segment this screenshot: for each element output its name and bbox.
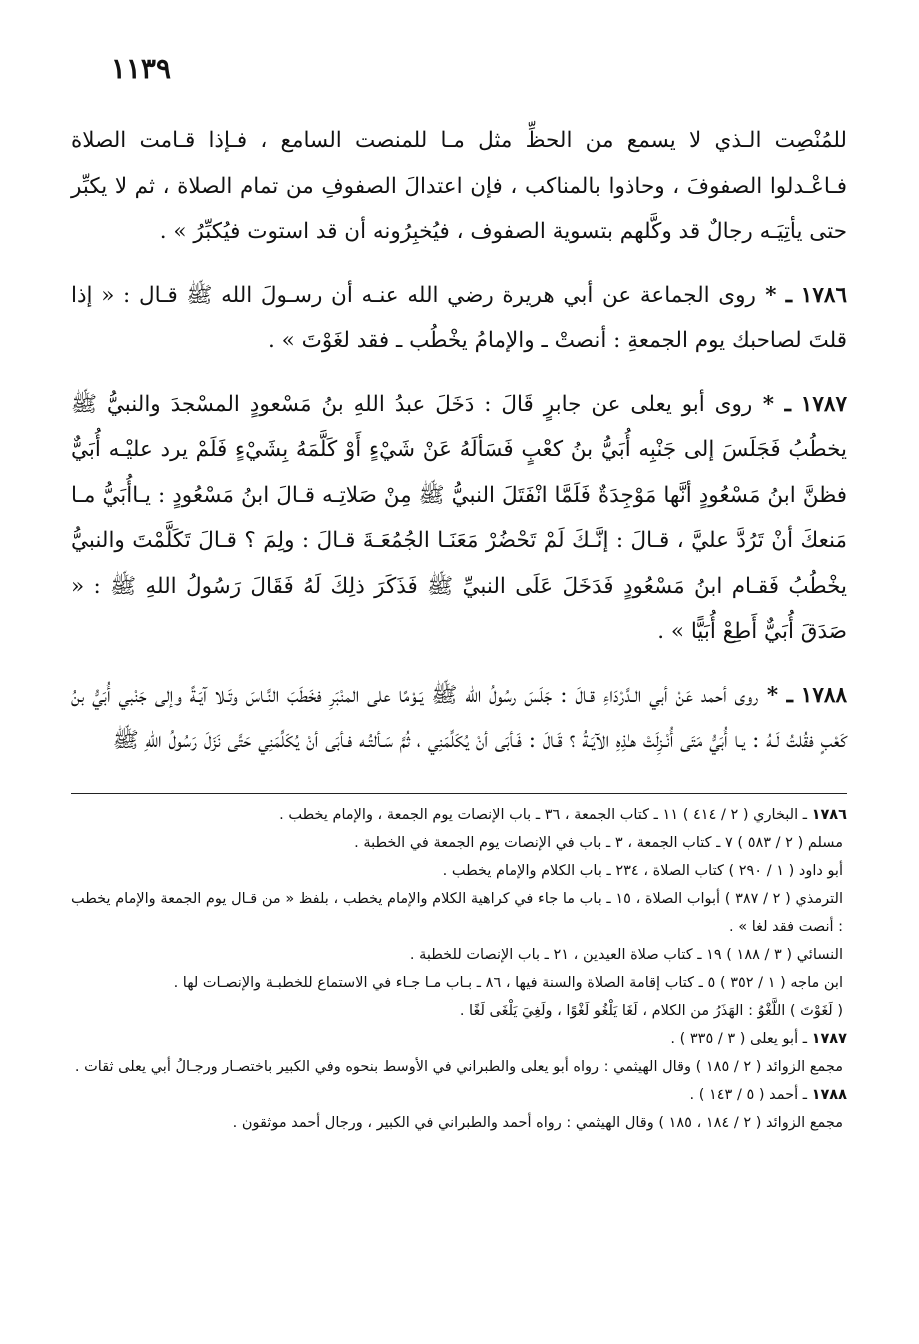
footnote-number: ١٧٨٦ <box>811 807 847 823</box>
footnote-text: ـ البخاري ( ٢ / ٤١٤ ) ١١ ـ كتاب الجمعة ، ٣٦ ـ باب الإنصات يوم الجمعة ، والإمام يخطب . <box>279 807 807 823</box>
footnote-text: ـ أحمد ( ٥ / ١٤٣ ) . <box>689 1087 807 1103</box>
footnote-number: ١٧٨٨ <box>811 1087 847 1103</box>
footnote-line: مسلم ( ٢ / ٥٨٣ ) ٧ ـ كتاب الجمعة ، ٣ ـ باب في الإنصات يوم الجمعة في الخطبة . <box>354 835 843 851</box>
footnote-line <box>71 801 847 829</box>
footnote-line: أبو داود ( ١ / ٢٩٠ ) كتاب الصلاة ، ٢٣٤ ـ باب الكلام والإمام يخطب . <box>442 863 843 879</box>
footnote-divider <box>71 793 847 794</box>
hadith-text: روى الجماعة عن أبي هريرة رضي الله عنـه أن رسـولَ الله ﷺ قـال : « إذا قلتَ لصاحبك يوم الجمعةِ : أنصتْ ـ والإمامُ يخْطُب ـ فقد لغَوْتَ » . <box>71 282 847 353</box>
hadith-text: روى أحمد عَنْ أبي الـدَّرْدَاءِ قـالَ : جَلَسَ رسُولُ الله ﷺ يَـوْمًا على المنْبَرِ فخَطَبَ النَّـاسَ وتَـلا آيَـةً وإلى جَنْبي أُبَيُّ بنُ كَعْبٍ فقُلتُ لَـهُ : يـا أُبَيُّ مَتَى أُنْـزِلَتْ هـٰذِهِ الآيَـةُ ؟ قَـالَ : فَـأبَى أنْ يُكَلِّمَنِي ، ثُمَّ سَـألتُـه فـأبَى أنْ يُكَلِّمَنِي حَتَّى نَزَلَ رَسُولُ اللهِ ﷺ <box>71 682 847 753</box>
main-text <box>71 118 847 764</box>
footnote-line: مجمع الزوائد ( ٢ / ١٨٥ ) وقال الهيثمي : رواه أبو يعلى والطبراني في الأوسط بنحوه وفي الكبير باختصـار ورجـالُ أبي يعلى ثقات . <box>74 1059 843 1075</box>
hadith-number: ١٧٨٨ <box>800 682 847 708</box>
hadith-number: ١٧٨٦ <box>800 282 847 308</box>
footnote-number: ١٧٨٧ <box>811 1031 847 1047</box>
footnote-line: ابن ماجه ( ١ / ٣٥٢ ) ٥ ـ كتاب إقامة الصلاة والسنة فيها ، ٨٦ ـ بـاب مـا جـاء في الاستماع للخطبـة والإنصـات لها . <box>173 975 843 991</box>
footnote-line: الترمذي ( ٢ / ٣٨٧ ) أبواب الصلاة ، ١٥ ـ باب ما جاء في كراهية الكلام والإمام يخطب ، بلفظ « من قـال يوم الجمعة والإمام يخطب : أنصت فقد لغا » . <box>71 891 843 935</box>
footnotes <box>71 801 847 1137</box>
footnote-line: مجمع الزوائد ( ٢ / ١٨٤ ، ١٨٥ ) وقال الهيثمي : رواه أحمد والطبراني في الكبير ، ورجال أحمد موثقون . <box>232 1115 843 1131</box>
star-marker: ـ * <box>752 391 791 417</box>
footnote-line: ( لَغَوْتَ ) اللَّغْوُ : الهَذَرُ من الكلام ، لَغَا يَلْغُو لَغْوًا ، ولَغِيَ يَلْغَى لَغًا . <box>459 1003 843 1019</box>
hadith-text: روى أبو يعلى عن جابرٍ قَالَ : دَخَلَ عبدُ اللهِ بنُ مَسْعودٍ المسْجدَ والنبيُّ ﷺ يخطُبُ فَجَلَسَ إلى جَنْبِه أُبَيُّ بنُ كعْبٍ فَسَألَهُ عَنْ شَيْءٍ أَوْ كَلَّمَهُ بِشَيْءٍ فَلَمْ يرد عليْـه أُبَيٌّ فظنَّ ابنُ مَسْعُودٍ أنَّها مَوْجِدَةٌ فَلَمَّا انْفَتَلَ النبيُّ ﷺ مِنْ صَلاتِـه قـالَ ابنُ مَسْعُودٍ : يـاأُبَيُّ مـا مَنعكَ أنْ تَرُدَّ عليَّ ، قـالَ : إنَّـكَ لَمْ تَحْضُرْ مَعَنَـا الجُمُعَـةَ قـالَ : ولِمَ ؟ قـالَ تَكَلَّمْتَ والنبيُّ يخْطُبُ فَقـام ابنُ مَسْعُودٍ فَدَخَلَ عَلَى النبيِّ ﷺ فَذَكَرَ ذلِكَ لَهُ فَقَالَ رَسُولُ اللهِ ﷺ : « صَدَقَ أُبَيٌّ أَطِعْ أُبَيًّا » . <box>71 391 847 644</box>
star-marker: ـ * <box>755 282 793 308</box>
intro-paragraph: للمُنْصِت الـذي لا يسمع من الحظِّ مثل مـا للمنصت السامع ، فـإذا قـامت الصلاة فـاعْـدلوا الصفوفَ ، وحاذوا بالمناكب ، فإن اعتدالَ الصفوفِ من تمام الصلاة ، ثم لا يكبِّر حتى يأتِيَـه رجالٌ قد وكَّلهم بتسوية الصفوف ، فيُخبِرُونه أن قد استوت فيُكبِّرُ » . <box>71 128 847 244</box>
hadith-1786 <box>71 273 847 364</box>
hadith-1787 <box>71 382 847 655</box>
star-marker: ـ * <box>758 682 793 708</box>
footnote-line <box>71 1025 847 1053</box>
footnote-text: ـ أبو يعلى ( ٣ / ٣٣٥ ) . <box>670 1031 807 1047</box>
footnote-line <box>71 1081 847 1109</box>
hadith-number: ١٧٨٧ <box>800 391 847 417</box>
page-number: ١١٣٩ <box>110 52 171 85</box>
footnote-line: النسائي ( ٣ / ١٨٨ ) ١٩ ـ كتاب صلاة العيدين ، ٢١ ـ باب الإنصات للخطبة . <box>409 947 843 963</box>
hadith-1788 <box>71 673 847 764</box>
